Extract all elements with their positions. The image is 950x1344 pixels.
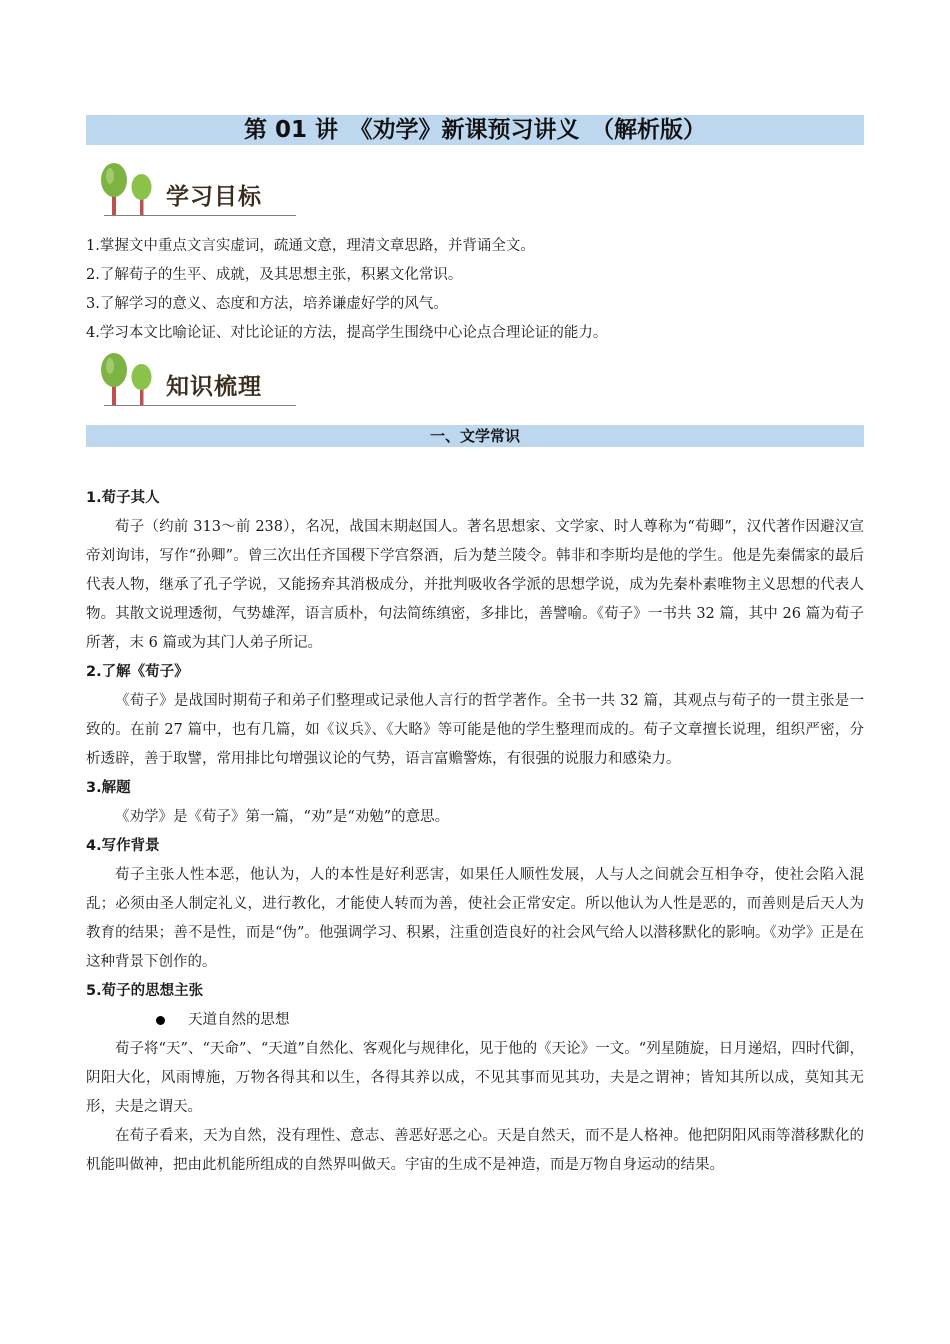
item-heading: 5.荀子的思想主张	[86, 983, 204, 999]
bullet-dot-icon	[156, 1016, 165, 1025]
content-body	[86, 484, 864, 1180]
bullet-item	[86, 1006, 864, 1035]
item-paragraph: 在荀子看来，天为自然，没有理性、意志、善恶好恶之心。天是自然天，而不是人格神。他把阴阳风雨等潜移默化的机能叫做神，把由此机能所组成的自然界叫做天。宇宙的生成不是神造，而是万物自身运动的结果。	[86, 1128, 864, 1173]
tree-icon	[96, 350, 166, 410]
objective-item: 4.学习本文比喻论证、对比论证的方法，提高学生围绕中心论点合理论证的能力。	[86, 325, 608, 341]
objectives-banner-label: 学习目标	[166, 184, 262, 210]
document-title: 第 01 讲 《劝学》新课预习讲义 （解析版）	[86, 115, 864, 145]
bullet-text: 天道自然的思想	[188, 1012, 290, 1028]
objectives-banner	[96, 160, 306, 220]
item-paragraph: 荀子主张人性本恶，他认为，人的本性是好利恶害，如果任人顺性发展，人与人之间就会互相争夺，使社会陷入混乱；必须由圣人制定礼义，进行教化，才能使人转而为善，使社会正常安定。所以他认为人性是恶的，而善则是后天人为教育的结果；善不是性，而是“伪”。他强调学习、积累，注重创造良好的社会风气给人以潜移默化的影响。《劝学》正是在这种背景下创作的。	[86, 867, 864, 970]
item-paragraph: 《劝学》是《荀子》第一篇，“劝”是“劝勉”的意思。	[115, 809, 450, 825]
item-heading: 3.解题	[86, 780, 131, 796]
knowledge-banner	[96, 350, 306, 410]
objectives-list	[86, 232, 876, 348]
tree-icon	[96, 160, 166, 220]
item-paragraph: 荀子（约前 313～前 238），名况，战国末期赵国人。著名思想家、文学家、时人尊称为“荀卿”，汉代著作因避汉宣帝刘询讳，写作“孙卿”。曾三次出任齐国稷下学宫祭酒，后为楚兰陵令。韩非和李斯均是他的学生。他是先秦儒家的最后代表人物，继承了孔子学说，又能扬弃其消极成分，并批判吸收各学派的思想学说，成为先秦朴素唯物主义思想的代表人物。其散文说理透彻，气势雄浑，语言质朴，句法简练缜密，多排比，善譬喻。《荀子》一书共 32 篇，其中 26 篇为荀子所著，末 6 篇或为其门人弟子所记。	[86, 519, 864, 651]
item-heading: 1.荀子其人	[86, 490, 160, 506]
banner-underline	[104, 405, 296, 407]
item-paragraph: 《荀子》是战国时期荀子和弟子们整理或记录他人言行的哲学著作。全书一共 32 篇，其观点与荀子的一贯主张是一致的。在前 27 篇中，也有几篇，如《议兵》、《大略》等可能是他的学生整理而成的。荀子文章擅长说理，组织严密，分析透辟，善于取譬，常用排比句增强议论的气势，语言富赡警炼，有很强的说服力和感染力。	[86, 693, 864, 767]
banner-underline	[104, 215, 296, 217]
objective-item: 3.了解学习的意义、态度和方法，培养谦虚好学的风气。	[86, 296, 448, 312]
objective-item: 1.掌握文中重点文言实虚词，疏通文意，理清文章思路，并背诵全文。	[86, 238, 535, 254]
item-heading: 4.写作背景	[86, 838, 160, 854]
item-heading: 2.了解《荀子》	[86, 664, 189, 680]
item-paragraph: 荀子将“天”、“天命”、“天道”自然化、客观化与规律化，见于他的《天论》一文。“列星随旋，日月递炤，四时代御，阴阳大化，风雨博施，万物各得其和以生，各得其养以成，不见其事而见其功，夫是之谓神；皆知其所以成，莫知其无形，夫是之谓天。	[86, 1041, 864, 1115]
knowledge-banner-label: 知识梳理	[166, 374, 262, 400]
objective-item: 2.了解荀子的生平、成就，及其思想主张，积累文化常识。	[86, 267, 463, 283]
section-heading: 一、文学常识	[86, 425, 864, 447]
